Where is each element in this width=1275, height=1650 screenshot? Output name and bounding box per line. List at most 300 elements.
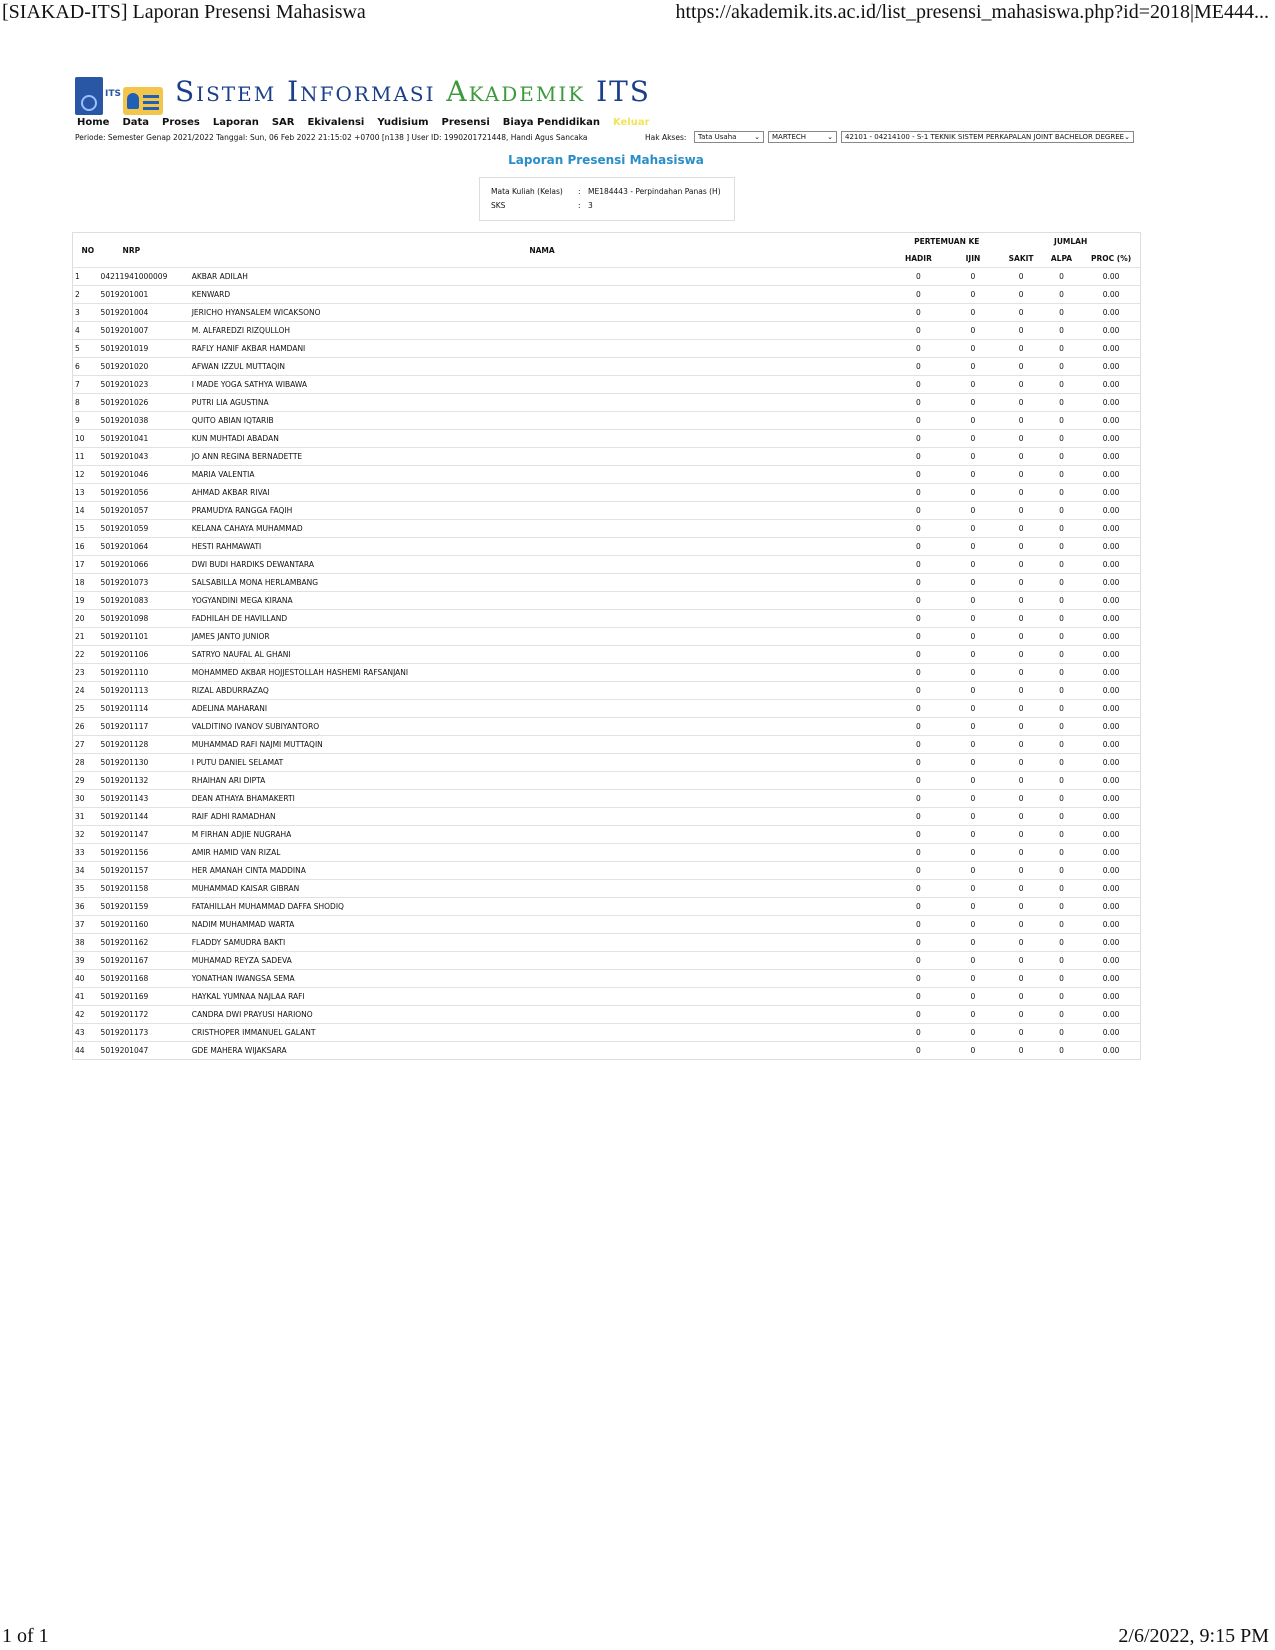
cell-alpa: 0 (1041, 448, 1082, 466)
nav-yudisium[interactable]: Yudisium (377, 117, 429, 128)
cell-alpa: 0 (1041, 304, 1082, 322)
cell-nrp: 5019201064 (101, 538, 192, 556)
cell-sakit: 0 (1001, 916, 1041, 934)
cell-alpa: 0 (1041, 1006, 1082, 1024)
sks-label: SKS (491, 201, 506, 210)
cell-nrp: 5019201144 (101, 808, 192, 826)
cell-nama: HESTI RAHMAWATI (192, 538, 893, 556)
print-url: https://akademik.its.ac.id/list_presensi_mahasiswa.php?id=2018|ME444... (675, 1, 1269, 23)
cell-no: 27 (73, 736, 101, 754)
header-pertemuan: PERTEMUAN KE (914, 237, 980, 246)
cell-nama: I PUTU DANIEL SELAMAT (192, 754, 893, 772)
cell-alpa: 0 (1041, 484, 1082, 502)
cell-nama: PUTRI LIA AGUSTINA (192, 394, 893, 412)
cell-hadir: 0 (892, 304, 944, 322)
cell-no: 28 (73, 754, 101, 772)
table-row (73, 988, 1141, 1006)
cell-ijin: 0 (945, 484, 1002, 502)
cell-nrp: 5019201147 (101, 826, 192, 844)
main-nav (77, 117, 663, 128)
cell-sakit: 0 (1001, 970, 1041, 988)
cell-sakit: 0 (1001, 880, 1041, 898)
cell-nama: GDE MAHERA WIJAKSARA (192, 1042, 893, 1060)
cell-alpa: 0 (1041, 1042, 1082, 1060)
cell-nrp: 5019201059 (101, 520, 192, 538)
cell-no: 1 (73, 268, 101, 286)
nav-sar[interactable]: SAR (271, 117, 295, 128)
cell-hadir: 0 (892, 718, 944, 736)
table-row (73, 700, 1141, 718)
cell-alpa: 0 (1041, 268, 1082, 286)
table-row (73, 538, 1141, 556)
cell-proc: 0.00 (1082, 484, 1140, 502)
cell-no: 35 (73, 880, 101, 898)
cell-no: 39 (73, 952, 101, 970)
cell-no: 37 (73, 916, 101, 934)
table-row (73, 502, 1141, 520)
header-no: NO (81, 245, 95, 255)
table-row (73, 358, 1141, 376)
cell-sakit: 0 (1001, 556, 1041, 574)
cell-sakit: 0 (1001, 268, 1041, 286)
cell-no: 25 (73, 700, 101, 718)
cell-nama: AHMAD AKBAR RIVAI (192, 484, 893, 502)
nav-keluar[interactable]: Keluar (612, 117, 650, 128)
course-label: Mata Kuliah (Kelas) (491, 187, 563, 196)
cell-nrp: 5019201057 (101, 502, 192, 520)
cell-proc: 0.00 (1082, 1024, 1140, 1042)
print-datetime: 2/6/2022, 9:15 PM (1118, 1625, 1269, 1647)
cell-sakit: 0 (1001, 1006, 1041, 1024)
cell-proc: 0.00 (1082, 844, 1140, 862)
cell-sakit: 0 (1001, 952, 1041, 970)
cell-no: 32 (73, 826, 101, 844)
prodi-select[interactable] (841, 131, 1134, 143)
cell-nama: CRISTHOPER IMMANUEL GALANT (192, 1024, 893, 1042)
cell-ijin: 0 (945, 322, 1002, 340)
cell-ijin: 0 (945, 880, 1002, 898)
header-proc: PROC (%) (1091, 254, 1132, 263)
cell-no: 20 (73, 610, 101, 628)
cell-nrp: 5019201083 (101, 592, 192, 610)
cell-nrp: 5019201168 (101, 970, 192, 988)
chevron-down-icon: ⌄ (754, 133, 760, 141)
header-jumlah: JUMLAH (1054, 237, 1088, 246)
cell-no: 4 (73, 322, 101, 340)
role-select-value: Tata Usaha (698, 133, 737, 141)
cell-proc: 0.00 (1082, 322, 1140, 340)
nav-data[interactable]: Data (122, 117, 150, 128)
cell-ijin: 0 (945, 898, 1002, 916)
cell-no: 2 (73, 286, 101, 304)
cell-ijin: 0 (945, 790, 1002, 808)
cell-nama: MUHAMMAD KAISAR GIBRAN (192, 880, 893, 898)
cell-alpa: 0 (1041, 1024, 1082, 1042)
cell-nrp: 5019201066 (101, 556, 192, 574)
cell-alpa: 0 (1041, 754, 1082, 772)
table-row (73, 430, 1141, 448)
cell-sakit: 0 (1001, 448, 1041, 466)
cell-nrp: 5019201162 (101, 934, 192, 952)
cell-nama: CANDRA DWI PRAYUSI HARIONO (192, 1006, 893, 1024)
table-row (73, 952, 1141, 970)
cell-nrp: 5019201167 (101, 952, 192, 970)
cell-proc: 0.00 (1082, 466, 1140, 484)
cell-nrp: 5019201073 (101, 574, 192, 592)
cell-hadir: 0 (892, 448, 944, 466)
cell-nrp: 5019201130 (101, 754, 192, 772)
cell-proc: 0.00 (1082, 376, 1140, 394)
cell-ijin: 0 (945, 592, 1002, 610)
cell-no: 9 (73, 412, 101, 430)
page-heading: Laporan Presensi Mahasiswa (508, 153, 704, 167)
cell-alpa: 0 (1041, 880, 1082, 898)
cell-nama: HAYKAL YUMNAA NAJLAA RAFI (192, 988, 893, 1006)
cell-nrp: 5019201113 (101, 682, 192, 700)
cell-hadir: 0 (892, 394, 944, 412)
cell-proc: 0.00 (1082, 664, 1140, 682)
table-row (73, 484, 1141, 502)
cell-sakit: 0 (1001, 628, 1041, 646)
cell-sakit: 0 (1001, 520, 1041, 538)
cell-nrp: 5019201020 (101, 358, 192, 376)
cell-proc: 0.00 (1082, 538, 1140, 556)
cell-proc: 0.00 (1082, 574, 1140, 592)
cell-proc: 0.00 (1082, 412, 1140, 430)
site-title-part1: Sistem Informasi (175, 75, 447, 108)
cell-proc: 0.00 (1082, 880, 1140, 898)
table-row (73, 268, 1141, 286)
cell-hadir: 0 (892, 934, 944, 952)
table-row (73, 1006, 1141, 1024)
cell-proc: 0.00 (1082, 502, 1140, 520)
cell-alpa: 0 (1041, 322, 1082, 340)
cell-no: 5 (73, 340, 101, 358)
cell-nama: RIZAL ABDURRAZAQ (192, 682, 893, 700)
cell-alpa: 0 (1041, 466, 1082, 484)
cell-proc: 0.00 (1082, 268, 1140, 286)
cell-ijin: 0 (945, 304, 1002, 322)
unit-select-value: MARTECH (772, 133, 807, 141)
nav-laporan[interactable]: Laporan (212, 117, 259, 128)
cell-no: 8 (73, 394, 101, 412)
cell-hadir: 0 (892, 520, 944, 538)
cell-alpa: 0 (1041, 556, 1082, 574)
header-sakit: SAKIT (1008, 254, 1034, 263)
cell-nrp: 5019201004 (101, 304, 192, 322)
cell-nama: QUITO ABIAN IQTARIB (192, 412, 893, 430)
cell-alpa: 0 (1041, 952, 1082, 970)
cell-hadir: 0 (892, 898, 944, 916)
cell-hadir: 0 (892, 466, 944, 484)
attendance-table-body (73, 268, 1141, 1060)
table-row (73, 628, 1141, 646)
cell-no: 3 (73, 304, 101, 322)
cell-nama: KUN MUHTADI ABADAN (192, 430, 893, 448)
cell-nrp: 5019201026 (101, 394, 192, 412)
cell-hadir: 0 (892, 610, 944, 628)
cell-nama: JAMES JANTO JUNIOR (192, 628, 893, 646)
cell-sakit: 0 (1001, 988, 1041, 1006)
table-row (73, 718, 1141, 736)
cell-hadir: 0 (892, 1006, 944, 1024)
cell-sakit: 0 (1001, 898, 1041, 916)
cell-proc: 0.00 (1082, 898, 1140, 916)
cell-hadir: 0 (892, 592, 944, 610)
cell-ijin: 0 (945, 394, 1002, 412)
cell-nama: RAFLY HANIF AKBAR HAMDANI (192, 340, 893, 358)
cell-nama: HER AMANAH CINTA MADDINA (192, 862, 893, 880)
nav-home[interactable]: Home (77, 117, 110, 128)
table-row (73, 862, 1141, 880)
cell-nrp: 5019201046 (101, 466, 192, 484)
cell-sakit: 0 (1001, 826, 1041, 844)
cell-alpa: 0 (1041, 970, 1082, 988)
cell-nama: NADIM MUHAMMAD WARTA (192, 916, 893, 934)
cell-hadir: 0 (892, 556, 944, 574)
table-row (73, 610, 1141, 628)
cell-nama: PRAMUDYA RANGGA FAQIH (192, 502, 893, 520)
nav-biaya-pendidikan[interactable]: Biaya Pendidikan (502, 117, 600, 128)
cell-sakit: 0 (1001, 484, 1041, 502)
cell-nama: DEAN ATHAYA BHAMAKERTI (192, 790, 893, 808)
cell-ijin: 0 (945, 430, 1002, 448)
cell-nrp: 5019201038 (101, 412, 192, 430)
cell-alpa: 0 (1041, 520, 1082, 538)
cell-proc: 0.00 (1082, 736, 1140, 754)
cell-nama: ADELINA MAHARANI (192, 700, 893, 718)
table-row (73, 322, 1141, 340)
cell-hadir: 0 (892, 862, 944, 880)
cell-hadir: 0 (892, 430, 944, 448)
cell-nrp: 5019201160 (101, 916, 192, 934)
cell-proc: 0.00 (1082, 592, 1140, 610)
cell-nrp: 5019201156 (101, 844, 192, 862)
cell-alpa: 0 (1041, 682, 1082, 700)
cell-hadir: 0 (892, 988, 944, 1006)
cell-hadir: 0 (892, 844, 944, 862)
cell-alpa: 0 (1041, 574, 1082, 592)
cell-nrp: 5019201047 (101, 1042, 192, 1060)
cell-sakit: 0 (1001, 736, 1041, 754)
course-value: ME184443 - Perpindahan Panas (H) (588, 187, 721, 196)
cell-sakit: 0 (1001, 322, 1041, 340)
cell-ijin: 0 (945, 376, 1002, 394)
cell-proc: 0.00 (1082, 1042, 1140, 1060)
cell-nrp: 5019201023 (101, 376, 192, 394)
cell-no: 38 (73, 934, 101, 952)
cell-proc: 0.00 (1082, 394, 1140, 412)
cell-sakit: 0 (1001, 700, 1041, 718)
cell-hadir: 0 (892, 502, 944, 520)
header-alpa: ALPA (1050, 254, 1073, 263)
cell-no: 23 (73, 664, 101, 682)
cell-ijin: 0 (945, 664, 1002, 682)
cell-no: 13 (73, 484, 101, 502)
chevron-down-icon: ⌄ (827, 133, 833, 141)
cell-no: 16 (73, 538, 101, 556)
cell-no: 24 (73, 682, 101, 700)
nav-presensi[interactable]: Presensi (441, 117, 490, 128)
cell-nrp: 5019201043 (101, 448, 192, 466)
cell-ijin: 0 (945, 268, 1002, 286)
cell-hadir: 0 (892, 322, 944, 340)
chevron-down-icon: ⌄ (1124, 133, 1130, 141)
cell-sakit: 0 (1001, 862, 1041, 880)
cell-nama: YOGYANDINI MEGA KIRANA (192, 592, 893, 610)
cell-alpa: 0 (1041, 502, 1082, 520)
cell-nama: RAIF ADHI RAMADHAN (192, 808, 893, 826)
cell-hadir: 0 (892, 970, 944, 988)
cell-no: 17 (73, 556, 101, 574)
header-nama: NAMA (529, 245, 555, 255)
cell-alpa: 0 (1041, 808, 1082, 826)
cell-nama: SATRYO NAUFAL AL GHANI (192, 646, 893, 664)
cell-hadir: 0 (892, 790, 944, 808)
cell-nama: RHAIHAN ARI DIPTA (192, 772, 893, 790)
table-row (73, 934, 1141, 952)
cell-alpa: 0 (1041, 394, 1082, 412)
cell-proc: 0.00 (1082, 772, 1140, 790)
nav-proses[interactable]: Proses (162, 117, 200, 128)
cell-ijin: 0 (945, 736, 1002, 754)
cell-ijin: 0 (945, 826, 1002, 844)
cell-sakit: 0 (1001, 646, 1041, 664)
table-row (73, 340, 1141, 358)
cell-no: 43 (73, 1024, 101, 1042)
cell-no: 10 (73, 430, 101, 448)
cell-no: 19 (73, 592, 101, 610)
cell-proc: 0.00 (1082, 1006, 1140, 1024)
cell-nama: I MADE YOGA SATHYA WIBAWA (192, 376, 893, 394)
id-card-icon (123, 81, 163, 115)
cell-alpa: 0 (1041, 736, 1082, 754)
header-nrp: NRP (122, 245, 141, 255)
cell-ijin: 0 (945, 466, 1002, 484)
print-footer (0, 1624, 1275, 1650)
cell-nama: YONATHAN IWANGSA SEMA (192, 970, 893, 988)
cell-proc: 0.00 (1082, 520, 1140, 538)
cell-sakit: 0 (1001, 502, 1041, 520)
table-row (73, 556, 1141, 574)
table-row (73, 880, 1141, 898)
cell-nama: JO ANN REGINA BERNADETTE (192, 448, 893, 466)
cell-proc: 0.00 (1082, 430, 1140, 448)
cell-alpa: 0 (1041, 646, 1082, 664)
cell-nrp: 5019201128 (101, 736, 192, 754)
cell-nrp: 5019201001 (101, 286, 192, 304)
cell-proc: 0.00 (1082, 682, 1140, 700)
cell-nrp: 5019201056 (101, 484, 192, 502)
cell-sakit: 0 (1001, 790, 1041, 808)
cell-sakit: 0 (1001, 1024, 1041, 1042)
cell-proc: 0.00 (1082, 700, 1140, 718)
cell-hadir: 0 (892, 286, 944, 304)
cell-nama: JERICHO HYANSALEM WICAKSONO (192, 304, 893, 322)
role-select[interactable] (694, 131, 764, 143)
table-row (73, 412, 1141, 430)
table-row (73, 466, 1141, 484)
table-row (73, 574, 1141, 592)
cell-ijin: 0 (945, 862, 1002, 880)
cell-ijin: 0 (945, 718, 1002, 736)
cell-proc: 0.00 (1082, 358, 1140, 376)
cell-sakit: 0 (1001, 376, 1041, 394)
cell-hadir: 0 (892, 736, 944, 754)
table-row (73, 754, 1141, 772)
cell-alpa: 0 (1041, 790, 1082, 808)
cell-no: 29 (73, 772, 101, 790)
cell-nrp: 5019201173 (101, 1024, 192, 1042)
cell-sakit: 0 (1001, 430, 1041, 448)
unit-select[interactable] (768, 131, 837, 143)
site-title-part2: Akademik (446, 75, 586, 108)
site-title (175, 75, 651, 108)
cell-ijin: 0 (945, 934, 1002, 952)
cell-proc: 0.00 (1082, 970, 1140, 988)
cell-nama: MARIA VALENTIA (192, 466, 893, 484)
cell-alpa: 0 (1041, 340, 1082, 358)
cell-nama: M FIRHAN ADJIE NUGRAHA (192, 826, 893, 844)
cell-sakit: 0 (1001, 754, 1041, 772)
cell-no: 11 (73, 448, 101, 466)
cell-ijin: 0 (945, 610, 1002, 628)
cell-ijin: 0 (945, 502, 1002, 520)
its-small-text: ITS (105, 89, 121, 99)
cell-proc: 0.00 (1082, 448, 1140, 466)
cell-ijin: 0 (945, 358, 1002, 376)
cell-sakit: 0 (1001, 358, 1041, 376)
cell-sakit: 0 (1001, 412, 1041, 430)
cell-proc: 0.00 (1082, 808, 1140, 826)
cell-sakit: 0 (1001, 934, 1041, 952)
table-row (73, 394, 1141, 412)
cell-no: 30 (73, 790, 101, 808)
cell-nama: AFWAN IZZUL MUTTAQIN (192, 358, 893, 376)
cell-hadir: 0 (892, 682, 944, 700)
cell-sakit: 0 (1001, 394, 1041, 412)
cell-alpa: 0 (1041, 358, 1082, 376)
cell-proc: 0.00 (1082, 646, 1140, 664)
table-row (73, 592, 1141, 610)
cell-ijin: 0 (945, 988, 1002, 1006)
cell-ijin: 0 (945, 520, 1002, 538)
access-label: Hak Akses: (645, 133, 687, 142)
cell-no: 14 (73, 502, 101, 520)
cell-sakit: 0 (1001, 340, 1041, 358)
cell-ijin: 0 (945, 340, 1002, 358)
table-row (73, 736, 1141, 754)
print-page-title: [SIAKAD-ITS] Laporan Presensi Mahasiswa (2, 1, 366, 23)
cell-no: 41 (73, 988, 101, 1006)
cell-proc: 0.00 (1082, 286, 1140, 304)
table-row (73, 916, 1141, 934)
page-count: 1 of 1 (2, 1625, 49, 1647)
cell-nrp: 5019201101 (101, 628, 192, 646)
cell-no: 18 (73, 574, 101, 592)
cell-nrp: 5019201106 (101, 646, 192, 664)
cell-alpa: 0 (1041, 628, 1082, 646)
cell-sakit: 0 (1001, 772, 1041, 790)
nav-ekivalensi[interactable]: Ekivalensi (307, 117, 365, 128)
cell-ijin: 0 (945, 1006, 1002, 1024)
cell-proc: 0.00 (1082, 988, 1140, 1006)
cell-alpa: 0 (1041, 826, 1082, 844)
cell-nama: M. ALFAREDZI RIZQULLOH (192, 322, 893, 340)
cell-hadir: 0 (892, 484, 944, 502)
cell-hadir: 0 (892, 916, 944, 934)
cell-sakit: 0 (1001, 610, 1041, 628)
